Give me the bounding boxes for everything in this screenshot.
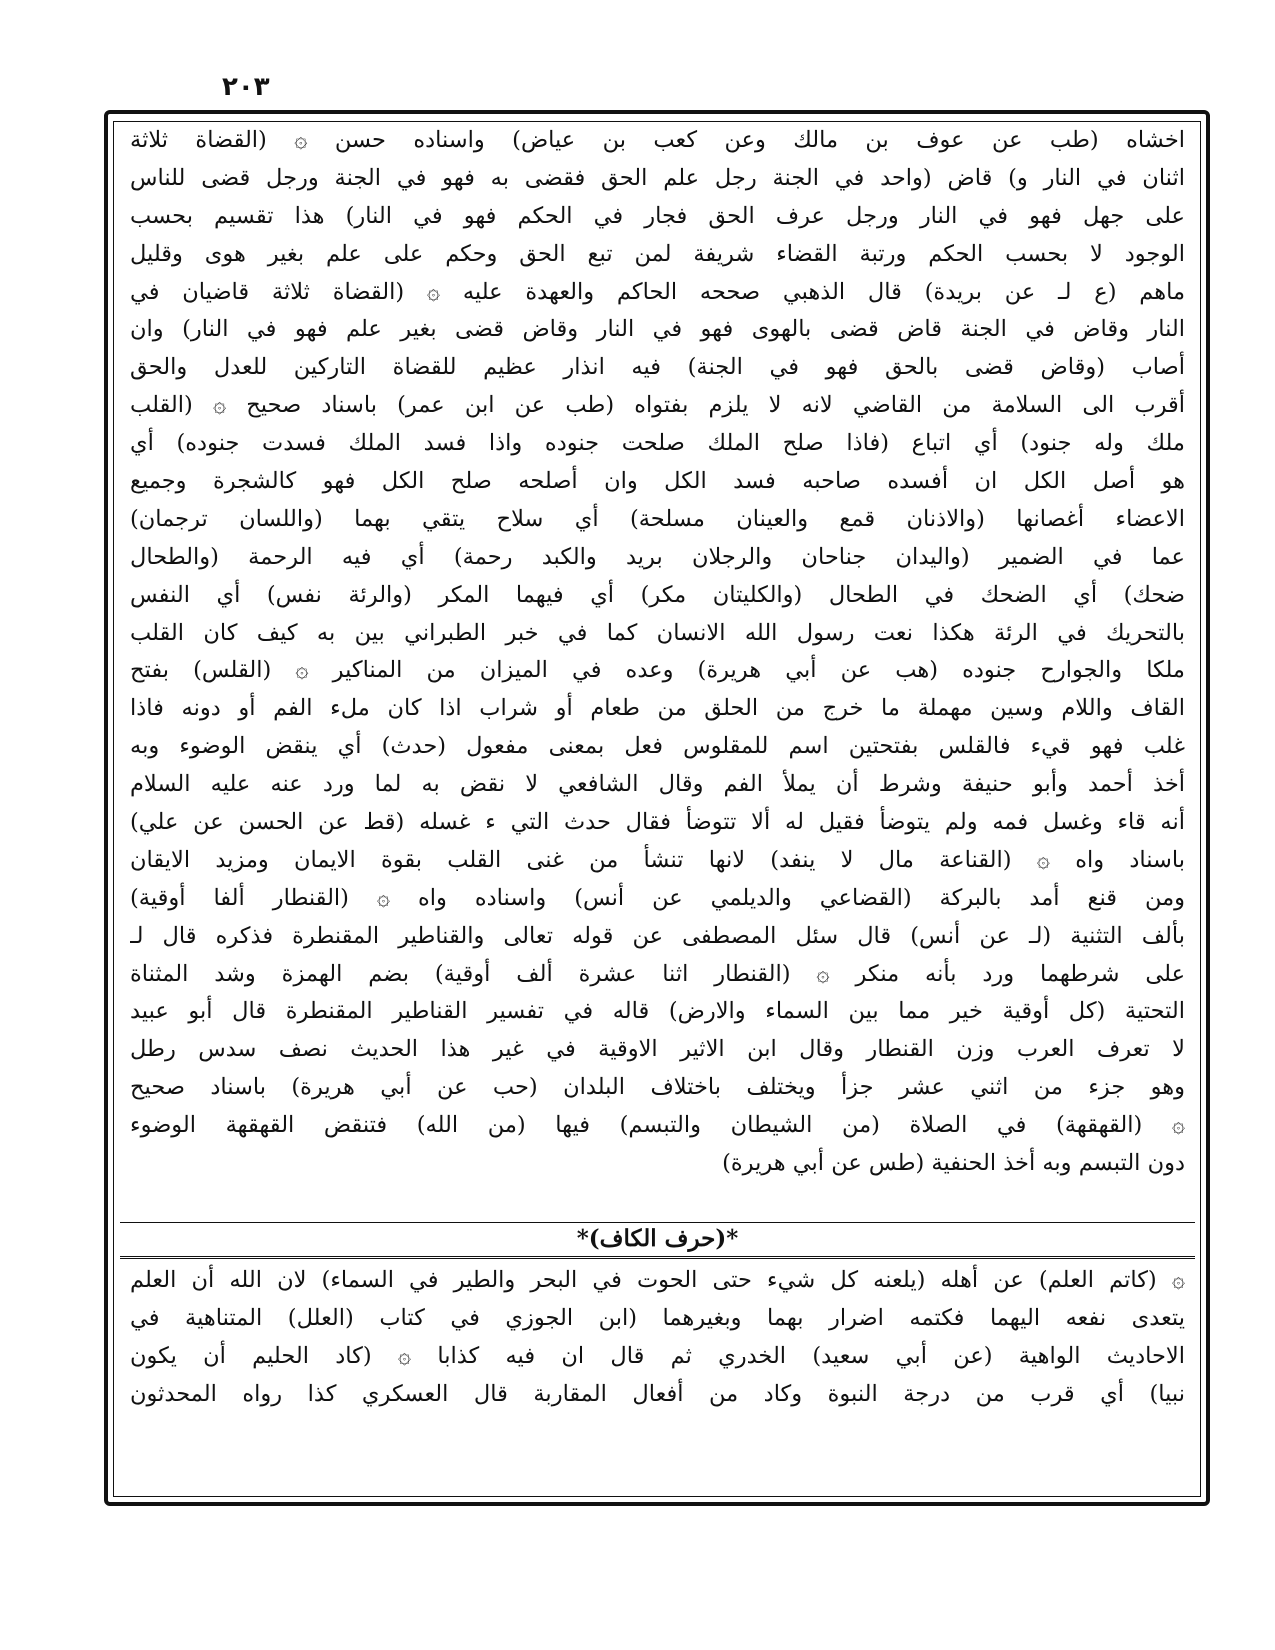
text-line: أخذ أحمد وأبو حنيفة وشرط أن يملأ الفم وقال الشافعي لا نقض به لما ورد عنه عليه السلام [130, 771, 1185, 798]
text-line: اثنان في النار و) قاض (واحد في الجنة رجل علم الحق فقضى به فهو في الجنة ورجل قضى للناس [130, 164, 1185, 191]
text-line: بالتحريك في الرئة هكذا نعت رسول الله الانسان كما في خبر الطبراني بين به كيف كان القلب [130, 619, 1185, 646]
text-line: الاعضاء أغصانها (والاذنان قمع والعينان مسلحة) أي سلاح يتقي بهما (واللسان ترجمان) [130, 505, 1185, 532]
text-line: القاف واللام وسين مهملة ما خرج من الحلق من طعام أو شراب اذا كان ملء الفم أو دونه فاذا [130, 695, 1185, 722]
text-line: وهو جزء من اثني عشر جزأ ويختلف باختلاف البلدان (حب عن أبي هريرة) باسناد صحيح [130, 1074, 1185, 1101]
text-line: لا تعرف العرب وزن القنطار وقال ابن الاثير الاوقية في غير هذا الحديث نصف سدس رطل [130, 1036, 1185, 1063]
text-line: أقرب الى السلامة من القاضي لانه لا يلزم بفتواه (طب عن ابن عمر) باسناد صحيح ۞ (القلب [130, 392, 1185, 419]
main-text-block [130, 122, 1185, 1183]
text-line: الوجود لا بحسب الحكم ورتبة القضاء شريفة لمن تبع الحق وحكم على علم بغير هوى وقليل [130, 240, 1185, 267]
text-line: بألف التثنية (لـ عن أنس) قال سئل المصطفى عن قوله تعالى والقناطير المقنطرة فذكره قال لـ [130, 922, 1185, 949]
text-line: ۞ (القهقهة) في الصلاة (من الشيطان والتبسم) فيها (من الله) فتنقض القهقهة الوضوء [130, 1112, 1185, 1139]
text-line: التحتية (كل أوقية خير مما بين السماء والارض) قاله في تفسير القناطير المقنطرة قال أبو عبيد [130, 998, 1185, 1025]
section-divider-bottom [120, 1256, 1195, 1259]
text-line: ضحك) أي الضحك في الطحال (والكليتان مكر) أي فيهما المكر (والرئة نفس) أي النفس [130, 581, 1185, 608]
section-heading: *(حرف الكاف)* [576, 1225, 739, 1252]
text-line: اخشاه (طب عن عوف بن مالك وعن كعب بن عياض) واسناده حسن ۞ (القضاة ثلاثة [130, 127, 1185, 153]
text-line: ۞ (كاتم العلم) عن أهله (يلعنه كل شيء حتى الحوت في البحر والطير في السماء) لان الله أن العلم [130, 1267, 1185, 1293]
text-line: يتعدى نفعه اليهما فكتمه اضرار بهما وبغيرهما (ابن الجوزي في كتاب (العلل) المتناهية في [130, 1304, 1185, 1331]
text-line: أصاب (وقاض قضى بالحق فهو في الجنة) فيه انذار عظيم للقضاة التاركين للعدل والحق [130, 354, 1185, 381]
kaf-text-block [130, 1262, 1185, 1414]
page-number: ٢٠٣ [222, 72, 270, 102]
text-line: ماهم (ع لـ عن بريدة) قال الذهبي صححه الحاكم والعهدة عليه ۞ (القضاة ثلاثة قاضيان في [130, 278, 1185, 305]
text-line: أنه قاء وغسل فمه ولم يتوضأ فقيل له ألا تتوضأ فقال حدث التي ء غسله (قط عن الحسن عن علي) [130, 809, 1185, 836]
text-line: دون التبسم وبه أخذ الحنفية (طس عن أبي هريرة) [722, 1150, 1185, 1177]
text-line: النار وقاض في الجنة قاض قضى بالهوى فهو في النار وقاض قضى بغير علم فهو في النار) وان [130, 316, 1185, 343]
text-line: باسناد واه ۞ (القناعة مال لا ينفد) لانها تنشأ من غنى القلب بقوة الايمان ومزيد الايقان [130, 846, 1185, 873]
text-line: على جهل فهو في النار ورجل عرف الحق فجار في الحكم فهو في النار) هذا تقسيم بحسب [130, 202, 1185, 229]
text-line: الاحاديث الواهية (عن أبي سعيد) الخدري ثم قال ان فيه كذابا ۞ (كاد الحليم أن يكون [130, 1342, 1185, 1369]
text-line: نبيا) أي قرب من درجة النبوة وكاد من أفعال المقاربة قال العسكري كذا رواه المحدثون [130, 1380, 1185, 1407]
text-line: ملكا والجوارح جنوده (هب عن أبي هريرة) وعده في الميزان من المناكير ۞ (القلس) بفتح [130, 657, 1185, 684]
text-line: غلب فهو قيء فالقلس بفتحتين اسم للمقلوس فعل بمعنى مفعول (حدث) أي ينقض الوضوء وبه [130, 733, 1185, 760]
text-line: على شرطهما ورد بأنه منكر ۞ (القنطار اثنا عشرة ألف أوقية) بضم الهمزة وشد المثناة [130, 960, 1185, 987]
text-line: ومن قنع أمد بالبركة (القضاعي والديلمي عن أنس) واسناده واه ۞ (القنطار ألفا أوقية) [130, 884, 1185, 911]
text-line: ملك وله جنود) أي اتباع (فاذا صلح الملك صلحت جنوده واذا فسد الملك فسدت جنوده) أي [130, 430, 1185, 457]
text-line: عما في الضمير (واليدان جناحان والرجلان بريد والكبد رحمة) أي فيه الرحمة (والطحال [130, 543, 1185, 570]
text-line: هو أصل الكل ان أفسده صاحبه فسد الكل وان أصلحه صلح الكل فهو كالشجرة وجميع [130, 468, 1185, 495]
